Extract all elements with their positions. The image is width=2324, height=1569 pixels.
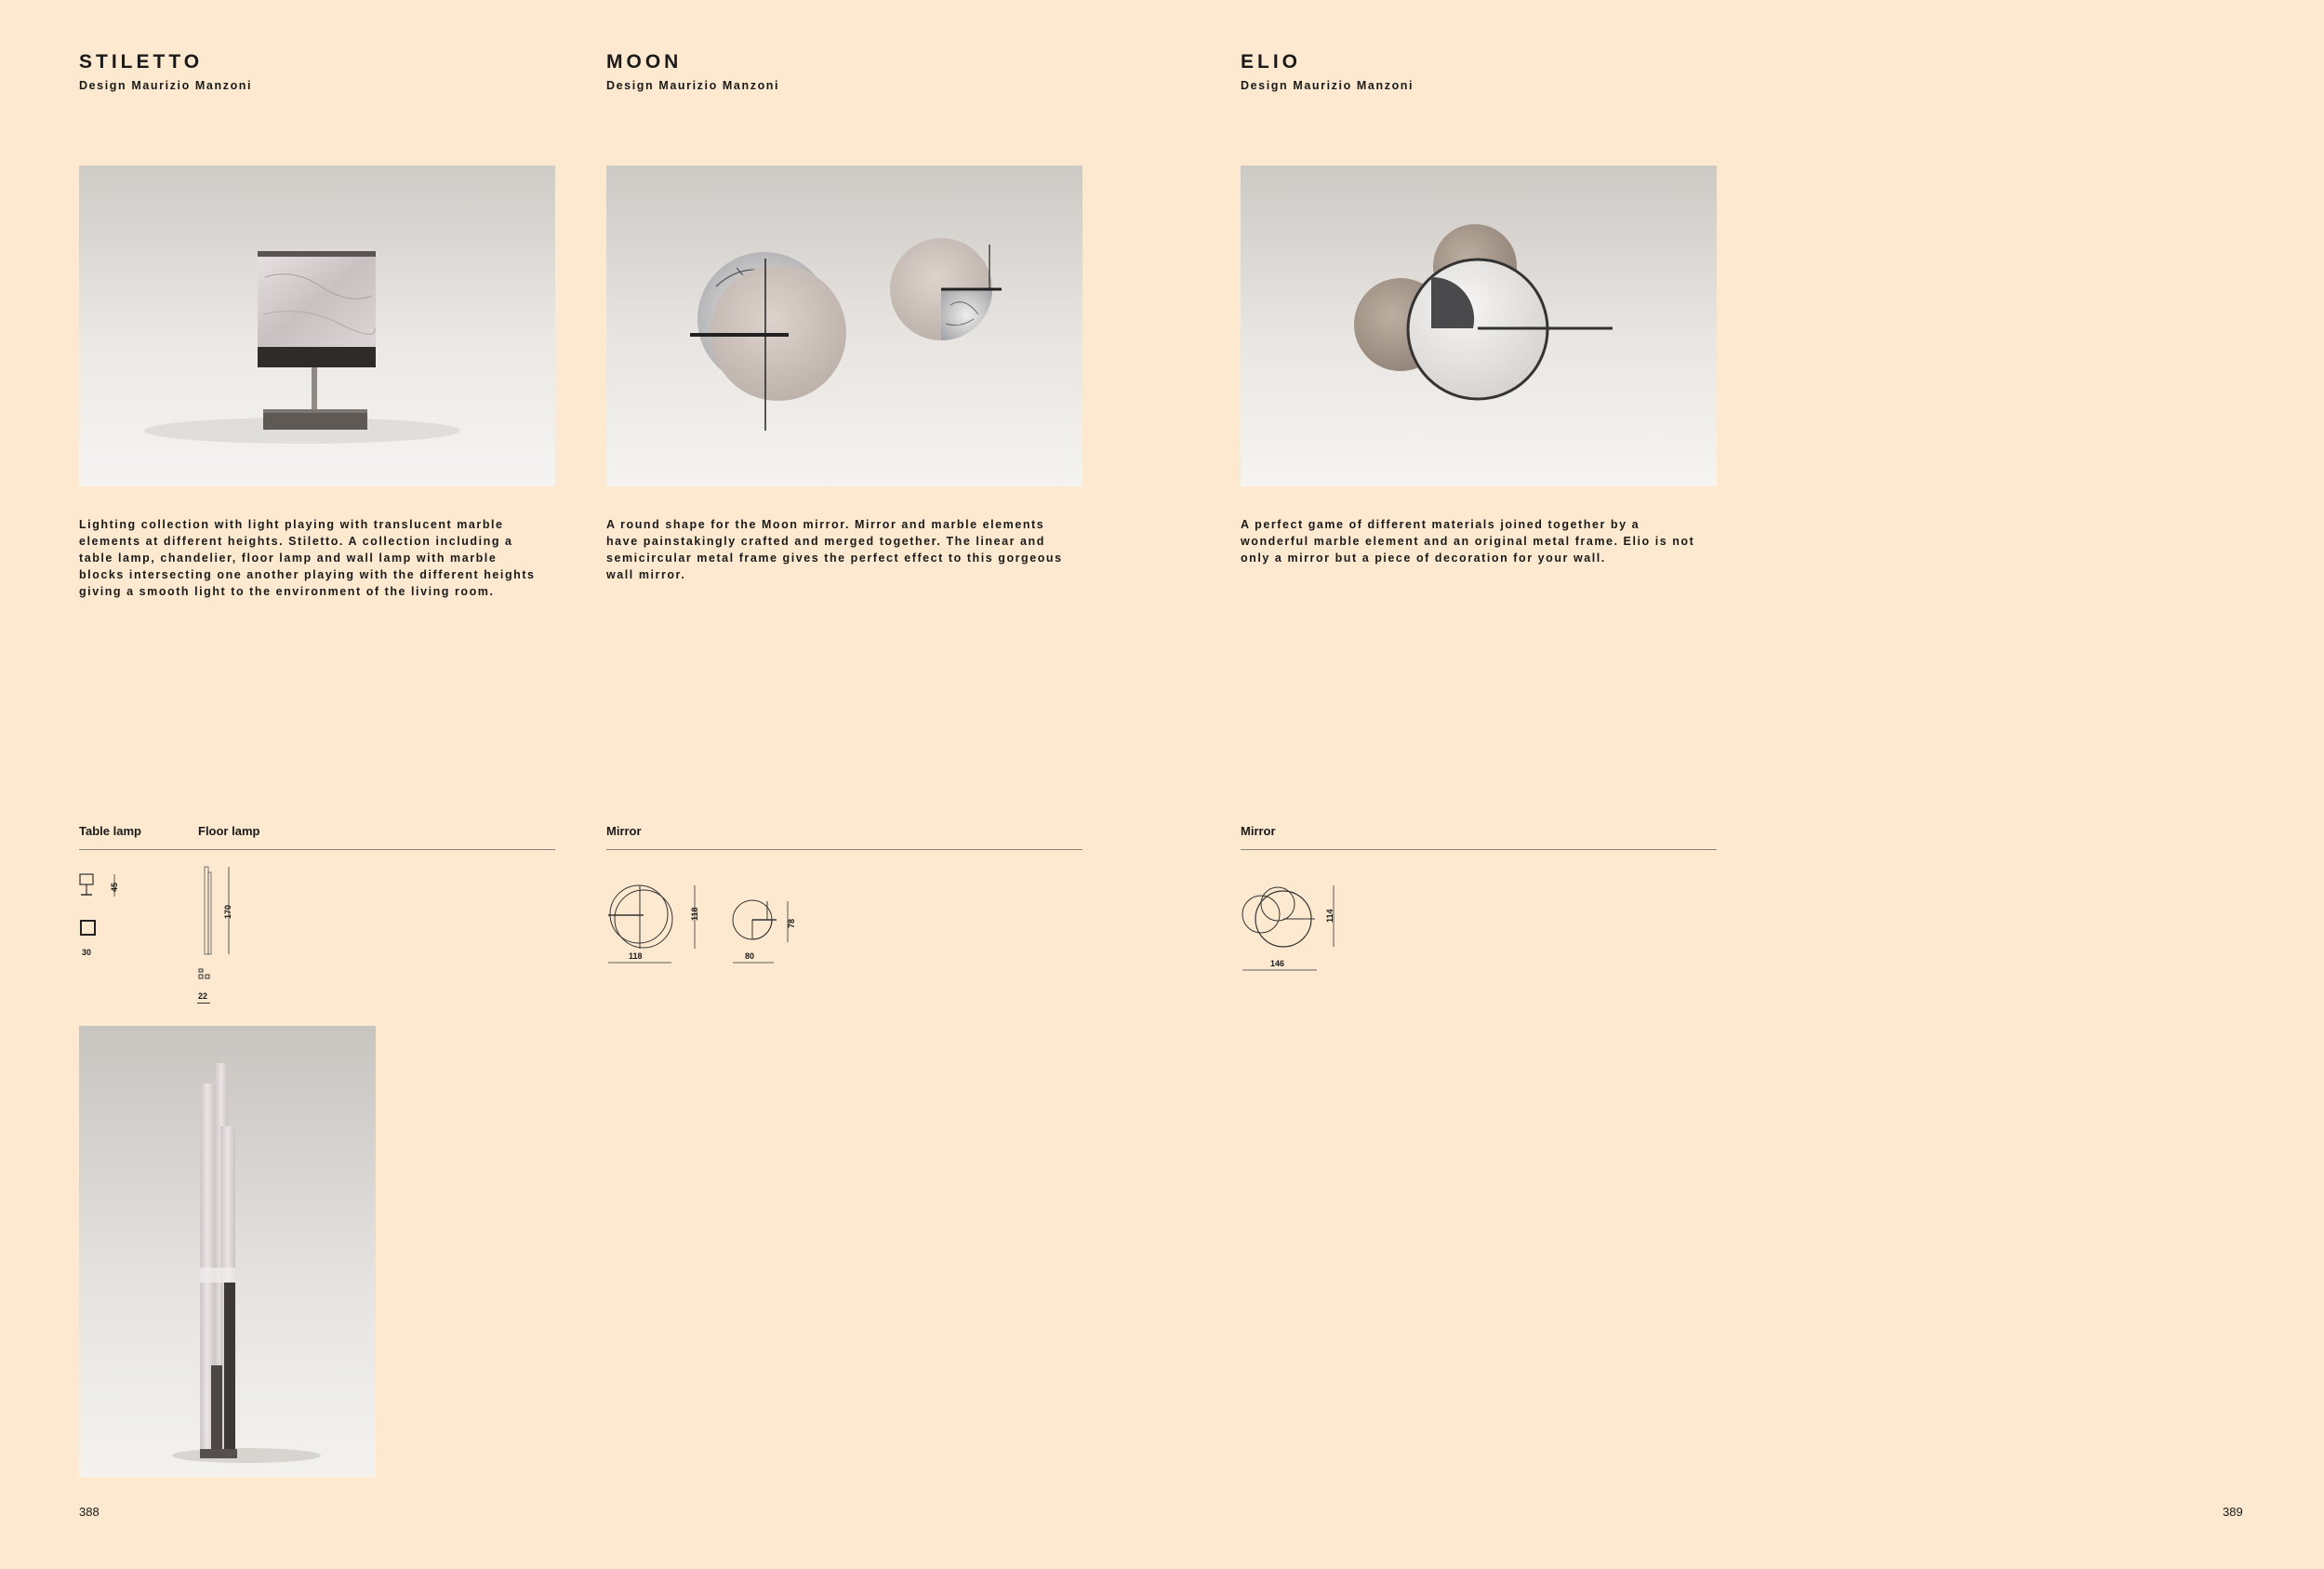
- page-number-left: 388: [79, 1505, 100, 1519]
- description-line: Lighting collection with light playing with translucent marble: [79, 518, 504, 531]
- moon-description: [606, 516, 1085, 583]
- description-line: A round shape for the Moon mirror. Mirror and marble elements: [606, 518, 1045, 531]
- stiletto-description: [79, 516, 558, 600]
- stiletto-designer: Design Maurizio Manzoni: [79, 79, 253, 92]
- moon-large-height: 118: [690, 907, 699, 921]
- spec-label-mirror: Mirror: [1241, 824, 1276, 838]
- elio-drawing: [1241, 884, 1343, 977]
- description-line: have painstakingly crafted and merged together. The linear and: [606, 535, 1045, 548]
- description-line: table lamp, chandelier, floor lamp and wall lamp with marble: [79, 552, 498, 565]
- table-lamp-height: 45: [110, 882, 119, 892]
- description-line: giving a smooth light to the environment of the living room.: [79, 585, 495, 598]
- floor-lamp-height: 170: [223, 904, 232, 919]
- elio-description: [1241, 516, 1720, 566]
- floor-lamp-base: 22: [198, 991, 208, 1001]
- page-number-right: 389: [2223, 1505, 2243, 1519]
- elio-width: 146: [1270, 959, 1285, 968]
- moon-title: MOON: [606, 51, 683, 73]
- table-lamp-width: 30: [82, 948, 92, 957]
- floor-lamp-top-drawing: [197, 967, 212, 982]
- spec-rule: [606, 849, 1082, 850]
- description-line: A perfect game of different materials joined together by a: [1241, 518, 1640, 531]
- table-lamp-top-drawing: [79, 919, 98, 937]
- stiletto-title: STILETTO: [79, 51, 204, 73]
- description-line: wonderful marble element and an original metal frame. Elio is not: [1241, 535, 1695, 548]
- elio-mirror-photo: [1241, 166, 1717, 486]
- dimension-line: [197, 1003, 210, 1004]
- moon-small-drawing: [730, 898, 795, 967]
- moon-designer: Design Maurizio Manzoni: [606, 79, 780, 92]
- elio-title: ELIO: [1241, 51, 1302, 73]
- description-line: only a mirror but a piece of decoration for your wall.: [1241, 552, 1606, 565]
- moon-large-width: 118: [629, 951, 643, 961]
- description-line: semicircular metal frame gives the perfect effect to this gorgeous: [606, 552, 1063, 565]
- moon-small-height: 78: [787, 918, 796, 928]
- stiletto-table-lamp-photo: [79, 166, 555, 486]
- description-line: wall mirror.: [606, 568, 686, 581]
- stiletto-floor-lamp-photo: [79, 1026, 376, 1477]
- elio-designer: Design Maurizio Manzoni: [1241, 79, 1414, 92]
- moon-small-width: 80: [745, 951, 755, 961]
- spec-rule: [1241, 849, 1717, 850]
- spec-label-mirror: Mirror: [606, 824, 642, 838]
- description-line: blocks intersecting one another playing with the different heights: [79, 568, 536, 581]
- moon-large-drawing: [606, 884, 709, 967]
- elio-height: 114: [1325, 909, 1335, 923]
- moon-mirror-photo: [606, 166, 1082, 486]
- spec-label-floor-lamp: Floor lamp: [198, 824, 260, 838]
- description-line: elements at different heights. Stiletto. A collection including a: [79, 535, 513, 548]
- spec-rule: [79, 849, 555, 850]
- spec-label-table-lamp: Table lamp: [79, 824, 141, 838]
